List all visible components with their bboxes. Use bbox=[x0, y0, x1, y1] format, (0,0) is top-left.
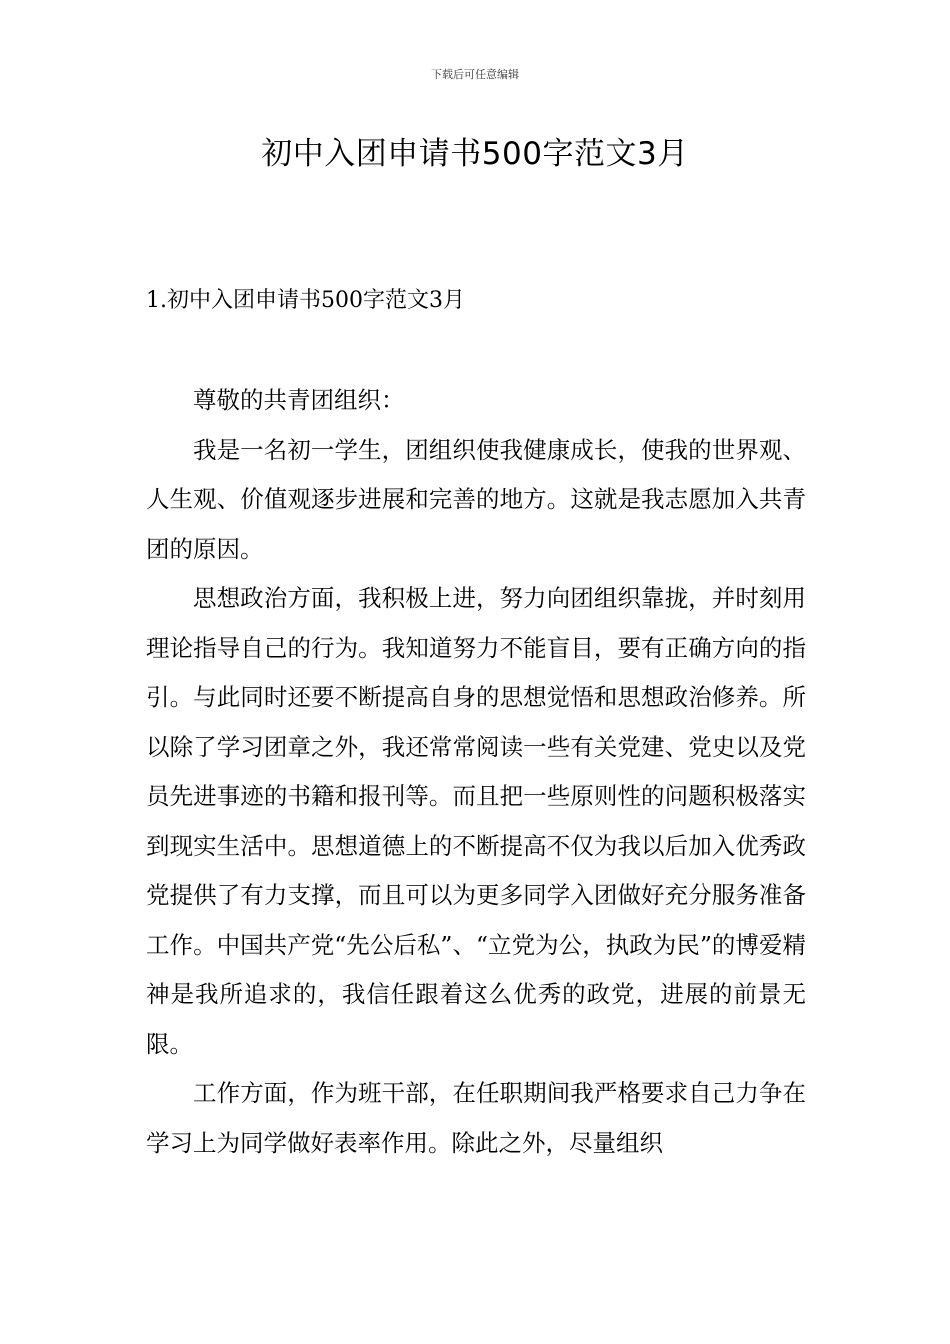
body-paragraph: 工作方面，作为班干部，在任职期间我严格要求自己力争在学习上为同学做好表率作用。除此之外，尽量组织 bbox=[146, 1079, 806, 1157]
body-paragraph: 我是一名初一学生，团组织使我健康成长，使我的世界观、人生观、价值观逐步进展和完善的地方。这就是我志愿加入共青团的原因。 bbox=[146, 435, 806, 563]
body-paragraph: 思想政治方面，我积极上进，努力向团组织靠拢，并时刻用理论指导自己的行为。我知道努力不能盲目，要有正确方向的指引。与此同时还要不断提高自身的思想觉悟和思想政治修养。所以除了学习团章之外，我还常常阅读一些有关党建、党史以及党员先进事迹的书籍和报刊等。而且把一些原则性的问题积极落实到现实生活中。思想道德上的不断提高不仅为我以后加入优秀政党提供了有力支撑，而且可以为更多同学入团做好充分服务准备工作。中国共产党“先公后私”、“立党为公，执政为民”的博爱精神是我所追求的，我信任跟着这么优秀的政党，进展的前景无限。 bbox=[146, 584, 806, 1058]
section-heading: 1.初中入团申请书500字范文3月 bbox=[146, 288, 465, 313]
document-body bbox=[146, 376, 806, 1168]
document-title: 初中入团申请书500字范文3月 bbox=[261, 136, 689, 172]
header-note: 下载后可任意编辑 bbox=[431, 68, 519, 81]
salutation-paragraph: 尊敬的共青团组织： bbox=[193, 386, 405, 414]
